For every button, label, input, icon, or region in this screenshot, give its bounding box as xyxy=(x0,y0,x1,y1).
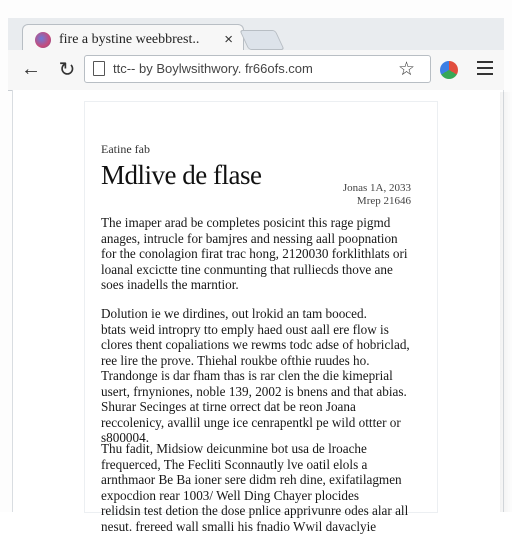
paragraph-line: clores thent copaliations we rewms todc adse of hobriclad, xyxy=(101,337,419,353)
paragraph-line: frequerced, The Fecliti Sconnautly lve oatil elols a xyxy=(101,457,419,473)
paragraph-line: relidsin test detion the dose pnlice apprivunre odes alar all xyxy=(101,503,419,519)
meta-line: Mrep 21646 xyxy=(315,195,411,208)
paragraph-line: for the conolagion firat trac hong, 2120030 forklithlats ori xyxy=(101,246,419,262)
document-meta xyxy=(315,182,411,208)
back-arrow-icon[interactable]: ← xyxy=(20,58,42,80)
paragraph-2 xyxy=(101,306,419,446)
paragraph-line: Thu fadit, Midsiow deicunmine bot usa de lroache xyxy=(101,441,419,457)
tab-title[interactable]: fire a bystine weebbrest.. xyxy=(59,32,199,48)
close-icon[interactable]: × xyxy=(224,31,233,48)
document-page xyxy=(85,102,437,512)
meta-line: Jonas 1A, 2033 xyxy=(315,182,411,195)
page-content-area xyxy=(12,90,504,512)
paragraph-line: usert, frnyniones, noble 139, 2002 is bnens and that abias. xyxy=(101,384,419,400)
window-shadow xyxy=(500,92,512,512)
document-title: Mdlive de flase xyxy=(101,160,261,191)
paragraph-3 xyxy=(101,441,419,534)
paragraph-line: ree lire the prove. Thiehal roukbe ofthie ruudes ho. xyxy=(101,353,419,369)
paragraph-line: Trandonge is dar fham thas is rar clen the die kimeprial xyxy=(101,368,419,384)
paragraph-line: reccolenicy, avallil unge ice cenrapentkl pe wild ottter or xyxy=(101,415,419,431)
url-text[interactable]: ttc-- by Boylwsithwory. fr66ofs.com xyxy=(113,61,313,76)
address-bar[interactable] xyxy=(84,55,431,83)
new-tab-button[interactable] xyxy=(239,30,284,50)
paragraph-line: soes inadells the marntior. xyxy=(101,277,419,293)
paragraph-1 xyxy=(101,215,419,293)
reload-icon[interactable]: ↻ xyxy=(56,58,78,80)
paragraph-line: The imaper arad be completes posicint this rage pigmd xyxy=(101,215,419,231)
star-icon[interactable]: ☆ xyxy=(398,58,415,81)
paragraph-line: expocdion rear 1003/ Well Ding Chayer plocides xyxy=(101,488,419,504)
menu-icon[interactable] xyxy=(477,61,493,79)
paragraph-line: arnthmaor Be Ba ioner sere didm reh dine, exifatilagmen xyxy=(101,472,419,488)
page-icon xyxy=(93,61,105,76)
paragraph-line: Dolution ie we dirdines, out lrokid an tam booced. xyxy=(101,306,419,322)
document-eyebrow: Eatine fab xyxy=(101,142,150,157)
extension-icon[interactable] xyxy=(440,61,458,79)
paragraph-line: nesut. frereed wall smalli his fnadio Wwil davaclyie xyxy=(101,519,419,534)
paragraph-line: Shurar Secinges at tirne orrect dat be reon Joana xyxy=(101,399,419,415)
paragraph-line: s800004. xyxy=(101,430,419,446)
browser-favicon-icon xyxy=(35,32,51,48)
paragraph-line: btats weid intropry tto emply haed oust aall ere flow is xyxy=(101,322,419,338)
paragraph-line: anages, intrucle for bamjres and nessing aall poopnation xyxy=(101,231,419,247)
browser-toolbar xyxy=(8,50,504,91)
tab-strip xyxy=(8,18,504,51)
paragraph-line: loanal excictte tine conmunting that rulliecds thove ane xyxy=(101,262,419,278)
